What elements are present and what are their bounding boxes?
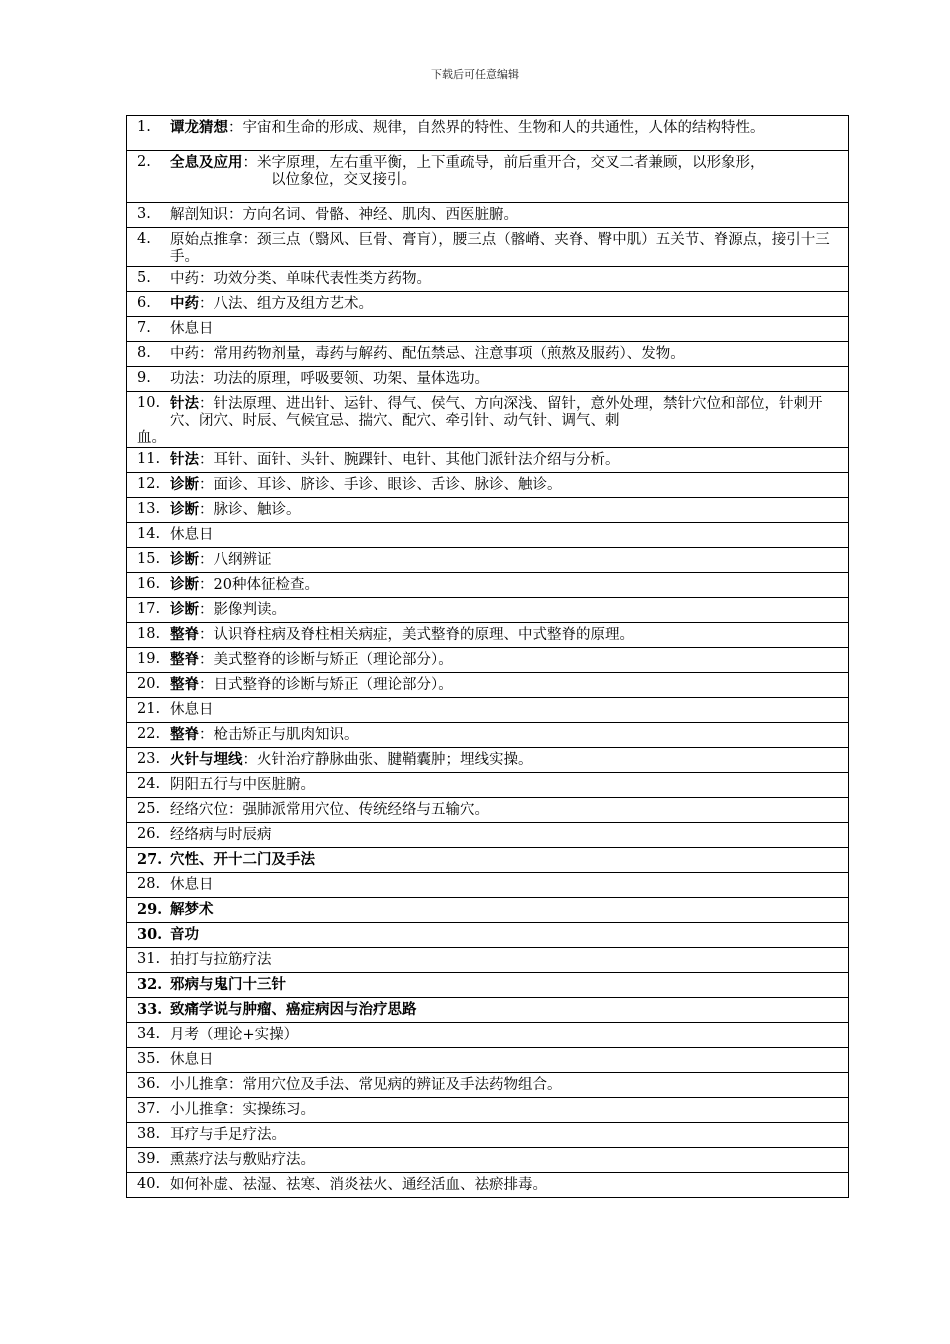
item-description: ：八纲辨证: [199, 552, 272, 568]
row-cell: [127, 673, 849, 698]
row-cell: [127, 898, 849, 923]
item-text: [170, 851, 840, 869]
item-text: [170, 206, 840, 224]
item-text: [170, 676, 840, 694]
item-text: [170, 1151, 840, 1169]
list-item: [137, 598, 840, 619]
item-text: [170, 551, 840, 569]
table-row: [127, 948, 849, 973]
item-number: 21.: [137, 701, 161, 717]
item-number: 33.: [137, 1001, 163, 1018]
item-number: 1.: [137, 119, 151, 135]
item-number: 31.: [137, 951, 161, 967]
item-label: 针法: [170, 451, 199, 468]
item-text: [170, 901, 840, 919]
item-text: [170, 1051, 840, 1069]
item-number: 35.: [137, 1051, 161, 1067]
list-item: [137, 823, 840, 844]
row-cell: [127, 292, 849, 317]
table-row: [127, 448, 849, 473]
list-item: [137, 673, 840, 694]
row-cell: [127, 823, 849, 848]
item-label: 诊断: [170, 601, 199, 618]
item-text: [170, 270, 840, 288]
list-item: [137, 473, 840, 494]
item-description: 功法：功法的原理，呼吸要领、功架、量体选功。: [170, 371, 489, 387]
item-label: 谭龙猜想: [170, 119, 228, 136]
table-row: [127, 342, 849, 367]
table-row: [127, 773, 849, 798]
item-description: ：宇宙和生命的形成、规律，自然界的特性、生物和人的共通性，人体的结构特性。: [228, 120, 765, 136]
item-number: 18.: [137, 626, 161, 642]
table-row: [127, 723, 849, 748]
table-row: [127, 1148, 849, 1173]
item-number: 17.: [137, 601, 161, 617]
item-text: [170, 826, 840, 844]
item-number: 20.: [137, 676, 161, 692]
table-row: [127, 1123, 849, 1148]
item-description: 休息日: [170, 1052, 214, 1068]
item-label: 穴性、开十二门及手法: [170, 851, 315, 868]
table-row: [127, 898, 849, 923]
list-item: [137, 848, 840, 869]
list-item: [137, 342, 840, 363]
row-cell: [127, 448, 849, 473]
item-number: 15.: [137, 551, 161, 567]
table-row: [127, 523, 849, 548]
table-row: [127, 798, 849, 823]
table-row: [127, 823, 849, 848]
item-number: 7.: [137, 320, 151, 336]
item-description: 中药：常用药物剂量，毒药与解药、配伍禁忌、注意事项（煎熬及服药）、发物。: [170, 346, 685, 362]
row-cell: [127, 598, 849, 623]
table-row: [127, 973, 849, 998]
list-item: [137, 1123, 840, 1144]
item-text: [170, 976, 840, 994]
item-text: [170, 876, 840, 894]
item-text: [170, 801, 840, 819]
item-text: [170, 576, 840, 594]
row-cell: [127, 228, 849, 267]
list-item: [137, 448, 840, 469]
item-label: 诊断: [170, 576, 199, 593]
list-item: [137, 623, 840, 644]
item-number: 24.: [137, 776, 161, 792]
item-description: 拍打与拉筋疗法: [170, 952, 272, 968]
item-description: 休息日: [170, 527, 214, 543]
row-cell: [127, 623, 849, 648]
table-row: [127, 317, 849, 342]
item-description: 原始点推拿：颈三点（翳风、巨骨、膏肓），腰三点（髂嵴、夹脊、臀中肌）五关节、脊源点，接引十三手。: [170, 232, 830, 265]
item-description: ：面诊、耳诊、脐诊、手诊、眼诊、舌诊、脉诊、触诊。: [199, 477, 562, 493]
row-cell: [127, 473, 849, 498]
table-row: [127, 923, 849, 948]
item-text: [170, 231, 840, 266]
item-text: [170, 119, 840, 137]
list-item: [137, 873, 840, 894]
list-item: [137, 1098, 840, 1119]
item-description: 小儿推拿：实操练习。: [170, 1102, 315, 1118]
list-item: [137, 573, 840, 594]
item-text: [170, 295, 840, 313]
table-row: [127, 292, 849, 317]
list-item: [137, 317, 840, 338]
row-cell: [127, 151, 849, 203]
item-number: 6.: [137, 295, 151, 311]
list-item: [137, 292, 840, 313]
item-number: 3.: [137, 206, 151, 222]
table-row: [127, 848, 849, 873]
item-number: 40.: [137, 1176, 161, 1192]
row-cell: [127, 573, 849, 598]
item-label: 整脊: [170, 651, 199, 668]
list-item: [137, 267, 840, 288]
table-row: [127, 498, 849, 523]
item-label: 诊断: [170, 476, 199, 493]
list-item: [137, 923, 840, 944]
item-label: 全息及应用: [170, 154, 243, 171]
item-description: 月考（理论+实操）: [170, 1027, 299, 1043]
row-cell: [127, 923, 849, 948]
item-text: [170, 1126, 840, 1144]
table-row: [127, 573, 849, 598]
item-label: 火针与埋线: [170, 751, 243, 768]
item-label: 诊断: [170, 501, 199, 518]
item-description: ：20种体征检查。: [199, 577, 319, 593]
item-number: 23.: [137, 751, 161, 767]
table-row: [127, 116, 849, 151]
row-cell: [127, 848, 849, 873]
table-row: [127, 1048, 849, 1073]
item-number: 14.: [137, 526, 161, 542]
list-item: [137, 1073, 840, 1094]
table-row: [127, 548, 849, 573]
item-text: [170, 1176, 840, 1194]
row-cell: [127, 998, 849, 1023]
item-description: 熏蒸疗法与敷贴疗法。: [170, 1152, 315, 1168]
item-text: [170, 451, 840, 469]
item-description: 阴阳五行与中医脏腑。: [170, 777, 315, 793]
item-text: [170, 154, 840, 189]
item-description: 如何补虚、祛湿、祛寒、消炎祛火、通经活血、祛瘀排毒。: [170, 1177, 547, 1193]
table-row: [127, 228, 849, 267]
item-description: ：针法原理、进出针、运针、得气、侯气、方向深浅、留针，意外处理，禁针穴位和部位，针刺开穴、闭穴、时辰、气候宜忌、揣穴、配穴、牵引针、动气针、调气、刺: [170, 396, 823, 429]
item-number: 19.: [137, 651, 161, 667]
item-number: 26.: [137, 826, 161, 842]
item-description: 经络病与时辰病: [170, 827, 272, 843]
item-number: 25.: [137, 801, 161, 817]
item-number: 37.: [137, 1101, 161, 1117]
row-cell: [127, 1048, 849, 1073]
item-number: 36.: [137, 1076, 161, 1092]
item-label: 解梦术: [170, 901, 214, 918]
row-cell: [127, 498, 849, 523]
table-row: [127, 998, 849, 1023]
row-cell: [127, 116, 849, 151]
list-item: [137, 1048, 840, 1069]
row-cell: [127, 973, 849, 998]
list-item: [137, 151, 840, 189]
list-item: [137, 367, 840, 388]
list-item: [137, 648, 840, 669]
item-description: 休息日: [170, 877, 214, 893]
item-text: [170, 726, 840, 744]
item-text: [170, 476, 840, 494]
row-cell: [127, 1173, 849, 1198]
item-label: 针法: [170, 395, 199, 412]
item-label: 整脊: [170, 626, 199, 643]
item-label: 致痛学说与肿瘤、癌症病因与治疗思路: [170, 1001, 417, 1018]
table-row: [127, 203, 849, 228]
item-number: 9.: [137, 370, 151, 386]
item-number: 4.: [137, 231, 151, 247]
item-number: 39.: [137, 1151, 161, 1167]
item-number: 16.: [137, 576, 161, 592]
list-item: [137, 798, 840, 819]
list-item: [137, 773, 840, 794]
list-item: [137, 1023, 840, 1044]
table-row: [127, 748, 849, 773]
item-number: 2.: [137, 154, 151, 170]
item-text: [170, 1001, 840, 1019]
item-text: [170, 751, 840, 769]
item-description: 休息日: [170, 702, 214, 718]
list-item: [137, 973, 840, 994]
course-outline-table: [126, 115, 849, 1198]
list-item: [137, 116, 840, 137]
item-text: [170, 776, 840, 794]
item-number: 12.: [137, 476, 161, 492]
item-text: [170, 370, 840, 388]
row-cell: [127, 948, 849, 973]
item-text: [170, 926, 840, 944]
item-description: ：火针治疗静脉曲张、腱鞘囊肿；埋线实操。: [242, 752, 533, 768]
row-cell: [127, 367, 849, 392]
item-number: 22.: [137, 726, 161, 742]
item-description: 经络穴位：强肺派常用穴位、传统经络与五输穴。: [170, 802, 489, 818]
row-cell: [127, 773, 849, 798]
item-label: 整脊: [170, 676, 199, 693]
list-item: [137, 523, 840, 544]
row-cell: [127, 1123, 849, 1148]
list-item: [137, 723, 840, 744]
item-number: 29.: [137, 901, 163, 918]
table-row: [127, 1023, 849, 1048]
list-item: [137, 392, 840, 447]
item-text: [170, 651, 840, 669]
item-text: [170, 701, 840, 719]
item-description: 耳疗与手足疗法。: [170, 1127, 286, 1143]
table-row: [127, 673, 849, 698]
item-text: [170, 526, 840, 544]
table-row: [127, 698, 849, 723]
table-row: [127, 648, 849, 673]
row-cell: [127, 798, 849, 823]
item-text: [170, 501, 840, 519]
table-row: [127, 873, 849, 898]
item-text: [170, 320, 840, 338]
item-number: 10.: [137, 395, 161, 411]
table-row: [127, 392, 849, 448]
item-text: [170, 1076, 840, 1094]
item-description: ：美式整脊的诊断与矫正（理论部分）。: [199, 652, 453, 668]
item-label: 邪病与鬼门十三针: [170, 976, 286, 993]
list-item: [137, 898, 840, 919]
item-description: ：八法、组方及组方艺术。: [199, 296, 373, 312]
row-cell: [127, 1148, 849, 1173]
item-description: 中药：功效分类、单味代表性类方药物。: [170, 271, 431, 287]
item-text: [170, 951, 840, 969]
table-row: [127, 1073, 849, 1098]
list-item: [137, 948, 840, 969]
list-item: [137, 203, 840, 224]
item-text: [170, 1101, 840, 1119]
item-text: [170, 1026, 840, 1044]
list-item: [137, 748, 840, 769]
row-cell: [127, 342, 849, 367]
item-number: 32.: [137, 976, 163, 993]
item-continuation: 以位象位，交叉接引。: [271, 172, 416, 188]
table-row: [127, 473, 849, 498]
item-wrap-line: 血。: [137, 430, 166, 446]
list-item: [137, 1148, 840, 1169]
item-description: 解剖知识：方向名词、骨骼、神经、肌肉、西医脏腑。: [170, 207, 518, 223]
item-number: 38.: [137, 1126, 161, 1142]
item-label: 诊断: [170, 551, 199, 568]
row-cell: [127, 203, 849, 228]
list-item: [137, 998, 840, 1019]
row-cell: [127, 267, 849, 292]
item-description: 休息日: [170, 321, 214, 337]
table-row: [127, 623, 849, 648]
item-description: 小儿推拿：常用穴位及手法、常见病的辨证及手法药物组合。: [170, 1077, 562, 1093]
item-number: 30.: [137, 926, 163, 943]
item-text: [170, 601, 840, 619]
item-number: 27.: [137, 851, 163, 868]
row-cell: [127, 317, 849, 342]
page-header: 下载后可任意编辑: [431, 68, 519, 81]
item-description: ：日式整脊的诊断与矫正（理论部分）。: [199, 677, 453, 693]
item-text: [170, 626, 840, 644]
item-number: 8.: [137, 345, 151, 361]
list-item: [137, 1173, 840, 1194]
row-cell: [127, 723, 849, 748]
item-description: ：脉诊、触诊。: [199, 502, 301, 518]
table-row: [127, 1098, 849, 1123]
row-cell: [127, 392, 849, 448]
item-number: 11.: [137, 451, 161, 467]
row-cell: [127, 648, 849, 673]
table-row: [127, 367, 849, 392]
list-item: [137, 228, 840, 266]
item-number: 5.: [137, 270, 151, 286]
row-cell: [127, 548, 849, 573]
item-description: ：影像判读。: [199, 602, 286, 618]
item-label: 整脊: [170, 726, 199, 743]
row-cell: [127, 523, 849, 548]
item-description: ：米字原理，左右重平衡，上下重疏导，前后重开合，交叉二者兼顾，以形象形，: [242, 155, 765, 171]
table-row: [127, 1173, 849, 1198]
row-cell: [127, 698, 849, 723]
row-cell: [127, 748, 849, 773]
table-row: [127, 151, 849, 203]
item-number: 34.: [137, 1026, 161, 1042]
item-description: ：认识脊柱病及脊柱相关病症，美式整脊的原理、中式整脊的原理。: [199, 627, 634, 643]
list-item: [137, 548, 840, 569]
item-description: ：耳针、面针、头针、腕踝针、电针、其他门派针法介绍与分析。: [199, 452, 620, 468]
row-cell: [127, 1073, 849, 1098]
list-item: [137, 698, 840, 719]
row-cell: [127, 1023, 849, 1048]
row-cell: [127, 1098, 849, 1123]
item-label: 音功: [170, 926, 199, 943]
row-cell: [127, 873, 849, 898]
item-description: ：枪击矫正与肌肉知识。: [199, 727, 359, 743]
table-row: [127, 267, 849, 292]
item-number: 28.: [137, 876, 161, 892]
table-row: [127, 598, 849, 623]
item-label: 中药: [170, 295, 199, 312]
list-item: [137, 498, 840, 519]
item-number: 13.: [137, 501, 161, 517]
item-text: [170, 345, 840, 363]
